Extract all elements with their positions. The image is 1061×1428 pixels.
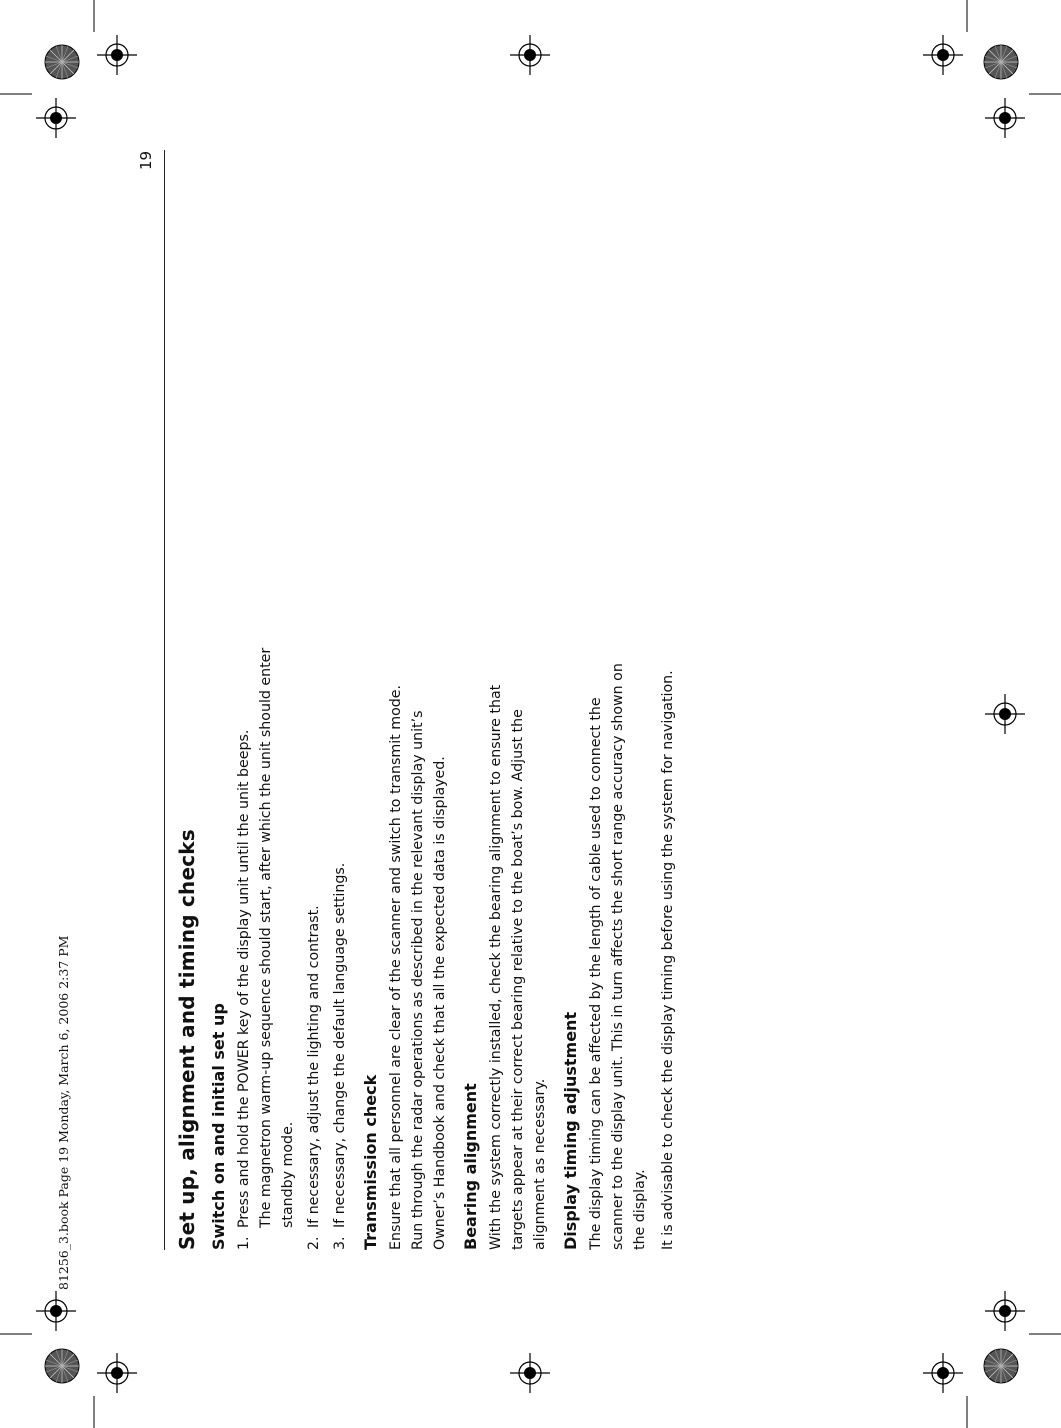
registration-mark: [36, 98, 76, 138]
list-item: [303, 610, 325, 1250]
registration-mark: [985, 1291, 1025, 1331]
setup-steps: [233, 150, 351, 1250]
registration-mark: [985, 98, 1025, 138]
step-continuation: The magnetron warm-up sequence should start, after which the unit should enter standby mode.: [258, 647, 296, 1228]
list-item: [329, 610, 351, 1250]
registration-mark: [97, 1353, 137, 1393]
page-content: [175, 150, 745, 1250]
step-text: If necessary, change the default language settings.: [332, 862, 348, 1228]
step-text: Press and hold the POWER key of the display unit until the unit beeps.: [236, 729, 252, 1228]
registration-mark: [510, 1353, 550, 1393]
list-item: [233, 610, 299, 1250]
step-number: 3.: [332, 1236, 348, 1250]
registration-mark: [510, 35, 550, 75]
section-heading-timing: Display timing adjustment: [561, 1011, 580, 1250]
print-info: 81256_3.book Page 19 Monday, March 6, 2006 2:37 PM: [56, 935, 71, 1290]
timing-body-2: It is advisable to check the display timing before using the system for navigation.: [660, 670, 676, 1250]
page-title: Set up, alignment and timing checks: [175, 829, 199, 1250]
section-heading-bearing: Bearing alignment: [461, 1083, 480, 1250]
color-star-mark: [984, 1349, 1018, 1383]
color-star-mark: [45, 45, 79, 79]
registration-mark: [36, 1291, 76, 1331]
step-text: If necessary, adjust the lighting and contrast.: [306, 905, 322, 1228]
registration-mark: [985, 694, 1025, 734]
registration-mark: [97, 35, 137, 75]
section-heading-switch-on: Switch on and initial set up: [209, 1003, 228, 1250]
page-number: 19: [137, 150, 155, 170]
timing-body-1: The display timing can be affected by the length of cable used to connect the scanner to the display unit. This in turn affects the short range accuracy shown on the display.: [588, 663, 648, 1250]
registration-mark: [923, 35, 963, 75]
step-number: 2.: [306, 1236, 322, 1250]
step-number: 1.: [236, 1236, 252, 1250]
color-star-mark: [45, 1349, 79, 1383]
section-heading-transmission: Transmission check: [361, 1074, 380, 1250]
bearing-body: With the system correctly installed, check the bearing alignment to ensure that targets appear at their correct bearing relative to the boat’s bow. Adjust the alignment as necessary.: [488, 684, 548, 1250]
color-star-mark: [984, 45, 1018, 79]
registration-mark: [923, 1353, 963, 1393]
margin-rule: [164, 150, 165, 1250]
transmission-body: Ensure that all personnel are clear of the scanner and switch to transmit mode. Run through the radar operations as described in the relevant display unit’s Owner’s Handbook and check that all the expected data is displayed.: [388, 685, 448, 1250]
